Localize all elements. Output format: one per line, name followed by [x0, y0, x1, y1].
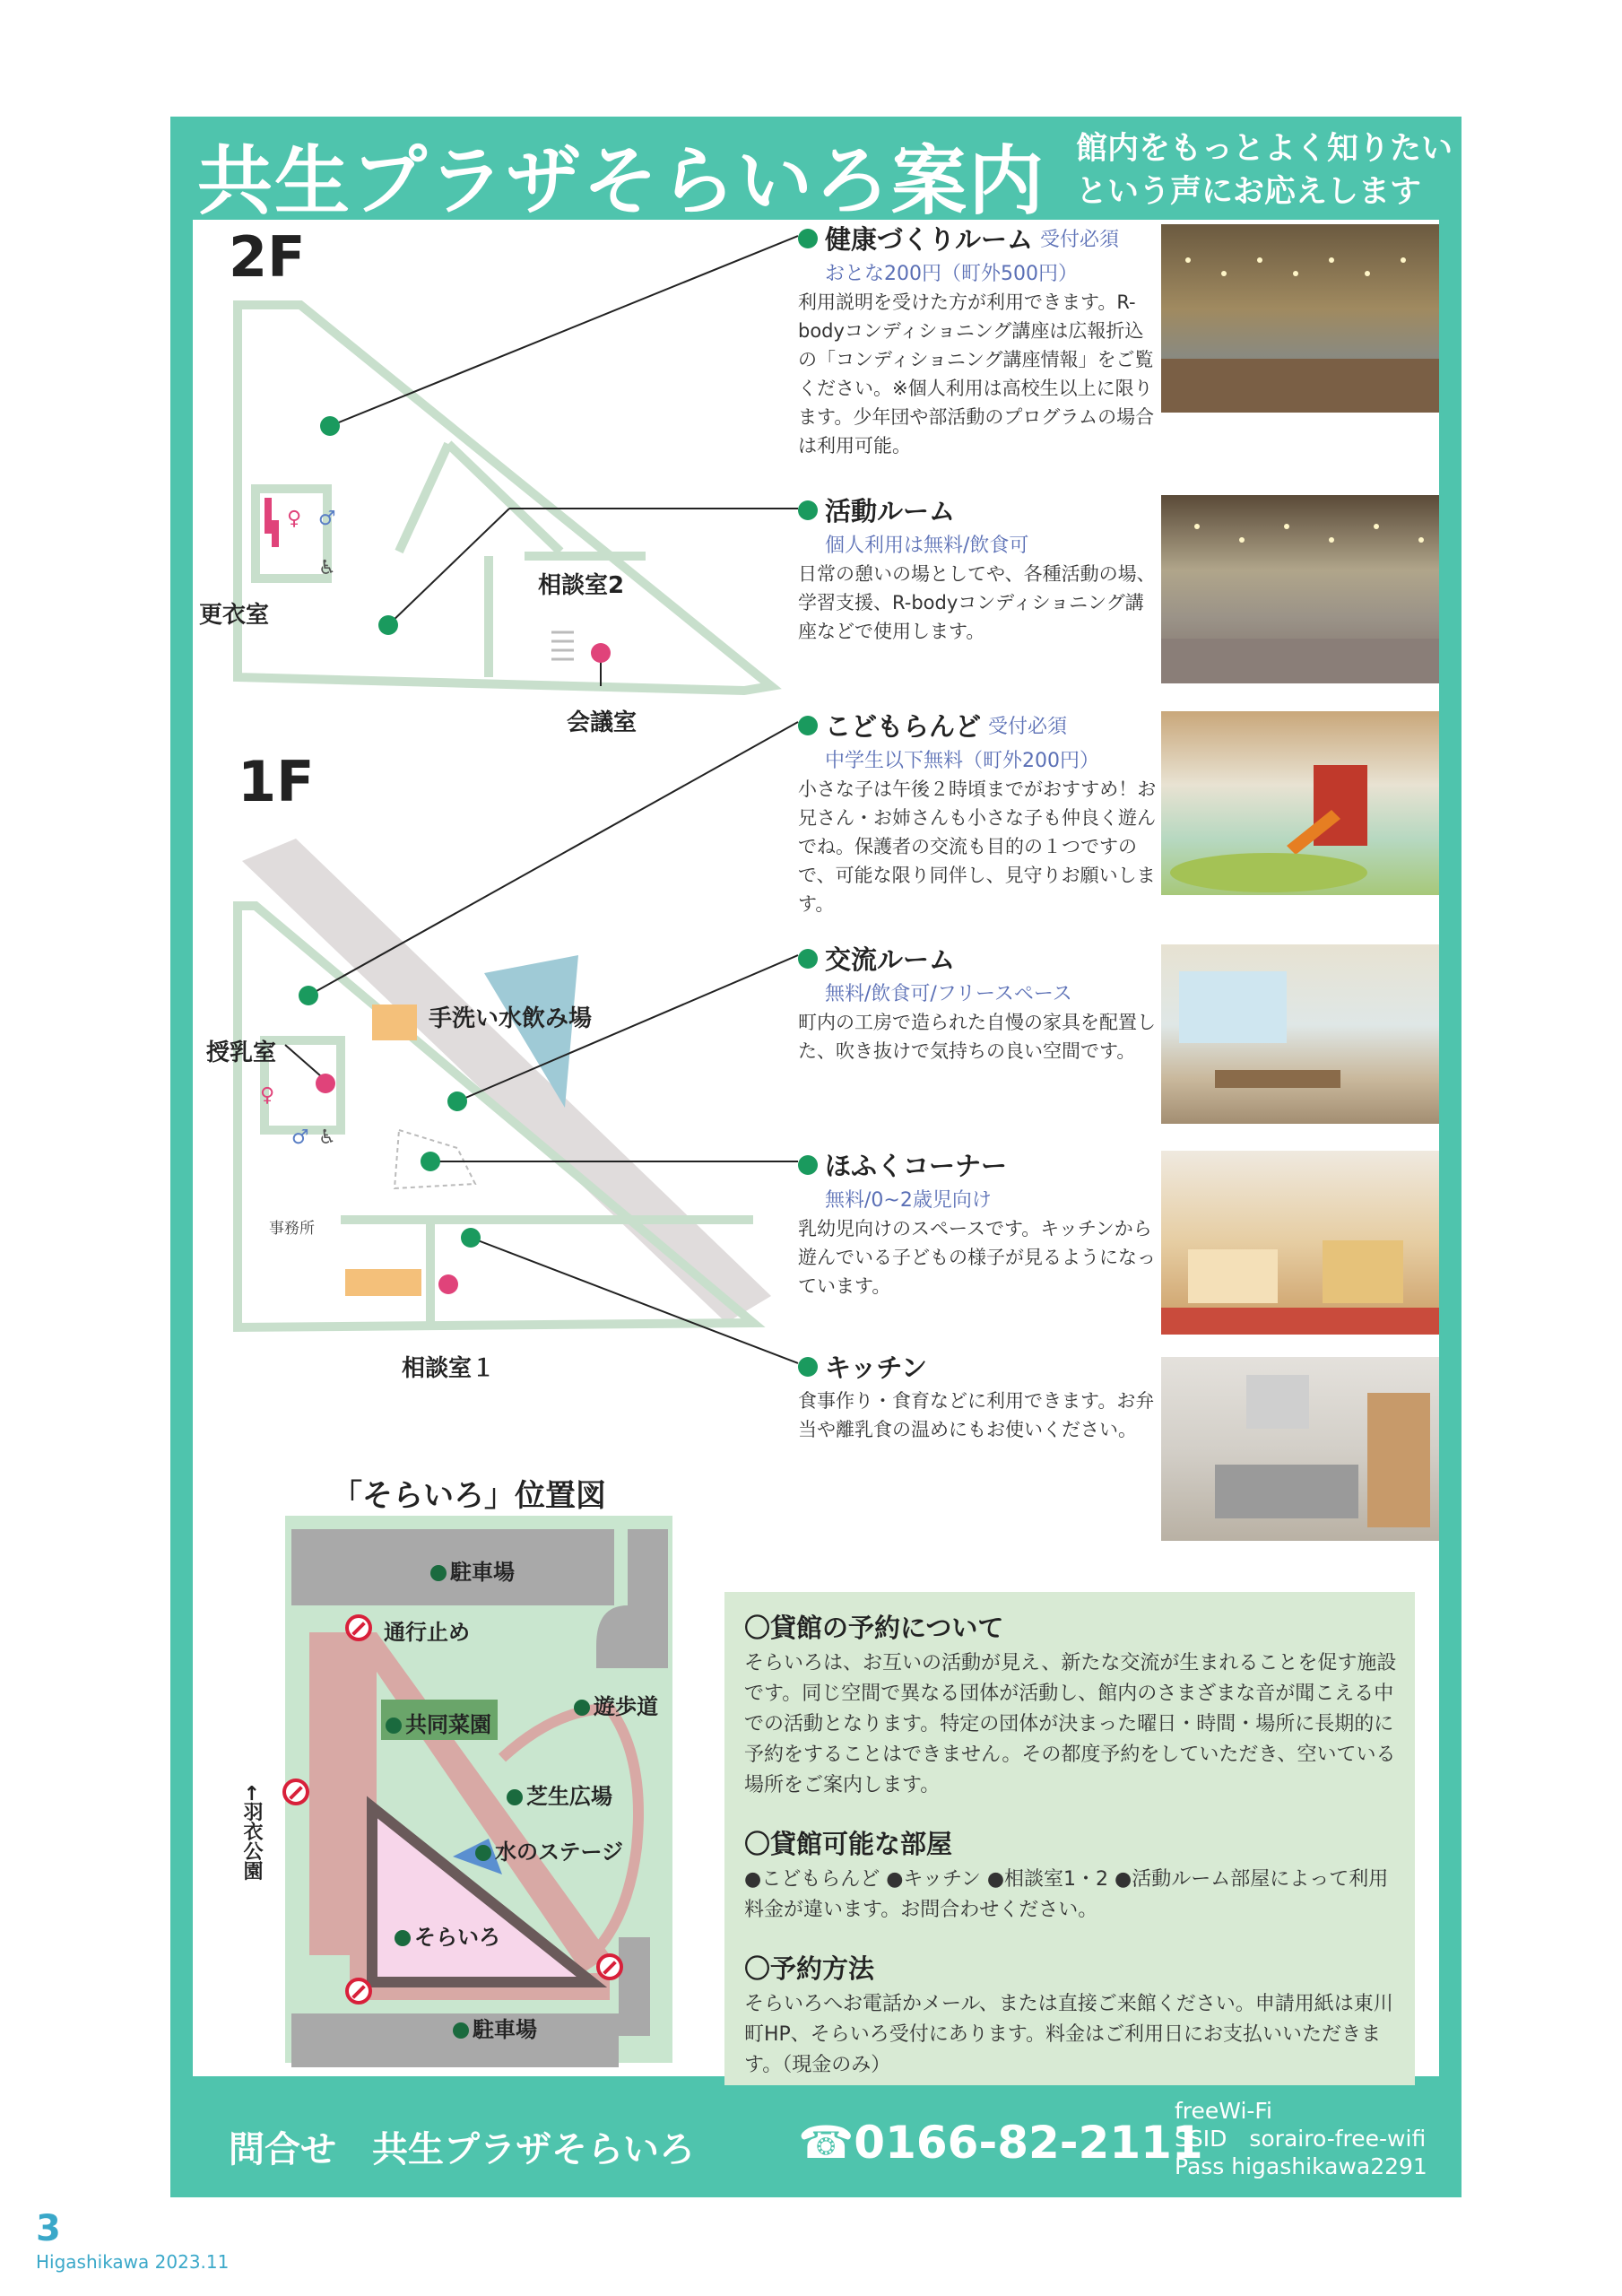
label-nursing-room: 授乳室 — [206, 1039, 277, 1066]
room-badge: 受付必須 — [988, 716, 1068, 738]
restroom-male-icon: ♂ — [318, 508, 336, 530]
page-title: 共生プラザそらいろ案内 — [197, 137, 1046, 225]
wifi-pass: Pass higashikawa2291 — [1175, 2153, 1427, 2179]
map-dot-icon — [386, 1718, 402, 1734]
room-description: 小さな子は午後２時頃までがおすすめ！お兄さん・お姉さんも小さな子も仲良く遊んでね。保護者の交流も目的の１つですので、可能な限り同伴し、見守りお願いします。 — [798, 778, 1157, 915]
phone-number[interactable]: ☎0166-82-2111 — [798, 2117, 1203, 2169]
label-office: 事務所 — [269, 1220, 315, 1238]
reservation-body: そらいろは、お互いの活動が見え、新たな交流が生まれることを促す施設です。同じ空間で異なる団体が活動し、館内のさまざまな音が聞こえる中での活動となります。特定の団体が決まった曜日・時間・場所に長期的に予約をすることはできません。その都度予約をしていただき、空いている場所をご案内します。 — [744, 1652, 1397, 1796]
loc-water-stage: 水のステージ — [475, 1834, 623, 1866]
floor-1f-label: 1F — [238, 749, 315, 814]
loc-promenade: 遊歩道 — [574, 1689, 658, 1720]
map-dot-icon — [430, 1565, 447, 1581]
room-name: こどもらんど — [825, 711, 982, 742]
restroom-male-icon-1f: ♂ — [291, 1126, 309, 1149]
room-description: 利用説明を受けた方が利用できます。R-bodyコンディショニング講座は広報折込の「コンディショニング講座情報」をご覧ください。※個人利用は高校生以上に限ります。少年団や部活動のプログラムの場合は利用可能。 — [798, 291, 1155, 457]
accessible-icon-1f: ♿ — [318, 1126, 336, 1149]
room-name: 健康づくりルーム — [825, 224, 1034, 255]
map-dot-icon — [475, 1845, 491, 1861]
room-name: キッチン — [825, 1352, 927, 1383]
room-description: 町内の工房で造られた自慢の家具を配置した、吹き抜けで気持ちの良い空間です。 — [798, 1012, 1156, 1062]
no-entry-icon — [596, 1953, 623, 1980]
label-handwash: 手洗い水飲み場 — [429, 1005, 593, 1032]
room-price: おとな200円（町外500円） — [825, 263, 1078, 285]
reservation-method-body: そらいろへお電話かメール、または直接ご来館ください。申請用紙は東川町HP、そらいろ受付にあります。料金はご利用日にお支払いいただきます。（現金のみ） — [744, 1993, 1393, 2076]
loc-garden: 共同菜園 — [386, 1707, 491, 1738]
wifi-title: freeWi-Fi — [1175, 2098, 1272, 2124]
reservation-method-title: 〇予約方法 — [744, 1953, 875, 1984]
page-number: 3 — [36, 2208, 61, 2249]
label-meeting-room: 会議室 — [567, 709, 638, 736]
loc-lawn: 芝生広場 — [507, 1779, 612, 1810]
map-dot-icon — [507, 1789, 523, 1805]
map-dot-icon — [574, 1700, 590, 1716]
loc-sorairo: そらいろ — [395, 1919, 500, 1951]
restroom-female-icon: ♀ — [287, 508, 302, 530]
reservation-info-box — [724, 1592, 1415, 2085]
floor-2f-label: 2F — [229, 224, 306, 290]
loc-parking-bottom: 駐車場 — [453, 2012, 537, 2043]
room-name: ほふくコーナー — [825, 1151, 1008, 1181]
room-price: 中学生以下無料（町外200円） — [825, 750, 1099, 772]
room-price: 無料/0~2歳児向け — [825, 1189, 992, 1212]
rentable-rooms-body: ●こどもらんど ●キッチン ●相談室1・2 ●活動ルーム部屋によって利用料金が違います。お問合わせください。 — [744, 1868, 1389, 1921]
label-consult-room-1: 相談室１ — [402, 1355, 496, 1382]
room-description: 食事作り・食育などに利用できます。お弁当や離乳食の温めにもお使いください。 — [798, 1390, 1155, 1440]
subtitle-line-2: という声にお応えします — [1076, 174, 1422, 210]
contact-label: 問合せ 共生プラザそらいろ — [229, 2129, 695, 2170]
room-badge: 受付必須 — [1040, 229, 1120, 251]
location-map-title: 「そらいろ」位置図 — [332, 1478, 606, 1514]
map-dot-icon — [395, 1930, 411, 1946]
room-description: 日常の憩いの場としてや、各種活動の場、学習支援、R-bodyコンディショニング講座などで使用します。 — [798, 563, 1156, 642]
label-changing-room: 更衣室 — [199, 602, 270, 629]
restroom-female-icon-1f: ♀ — [260, 1084, 275, 1107]
no-entry-icon — [282, 1779, 309, 1805]
room-price: 無料/飲食可/フリースペース — [825, 983, 1072, 1005]
rentable-rooms-title: 〇貸館可能な部屋 — [744, 1829, 953, 1859]
room-description: 乳幼児向けのスペースです。キッチンから遊んでいる子どもの様子が見るようになっています。 — [798, 1218, 1156, 1297]
wifi-info — [1175, 2097, 1427, 2180]
room-name: 交流ルーム — [825, 944, 956, 975]
no-entry-icon — [345, 1978, 372, 2005]
wifi-ssid: SSID sorairo-free-wifi — [1175, 2126, 1427, 2152]
reservation-title: 〇貸館の予約について — [744, 1613, 1004, 1643]
accessible-icon: ♿ — [318, 557, 336, 579]
loc-parking-top: 駐車場 — [430, 1554, 515, 1586]
loc-park: ←羽衣公園 — [240, 1785, 263, 1881]
no-entry-icon — [345, 1614, 372, 1641]
label-consult-room-2: 相談室2 — [538, 572, 625, 599]
page-issue: Higashikawa 2023.11 — [36, 2251, 230, 2273]
subtitle-line-1: 館内をもっとよく知りたい — [1076, 131, 1453, 167]
loc-no-entry: 通行止め — [384, 1620, 470, 1645]
room-price: 個人利用は無料/飲食可 — [825, 535, 1029, 557]
map-dot-icon — [453, 2022, 469, 2039]
room-name: 活動ルーム — [825, 496, 956, 526]
